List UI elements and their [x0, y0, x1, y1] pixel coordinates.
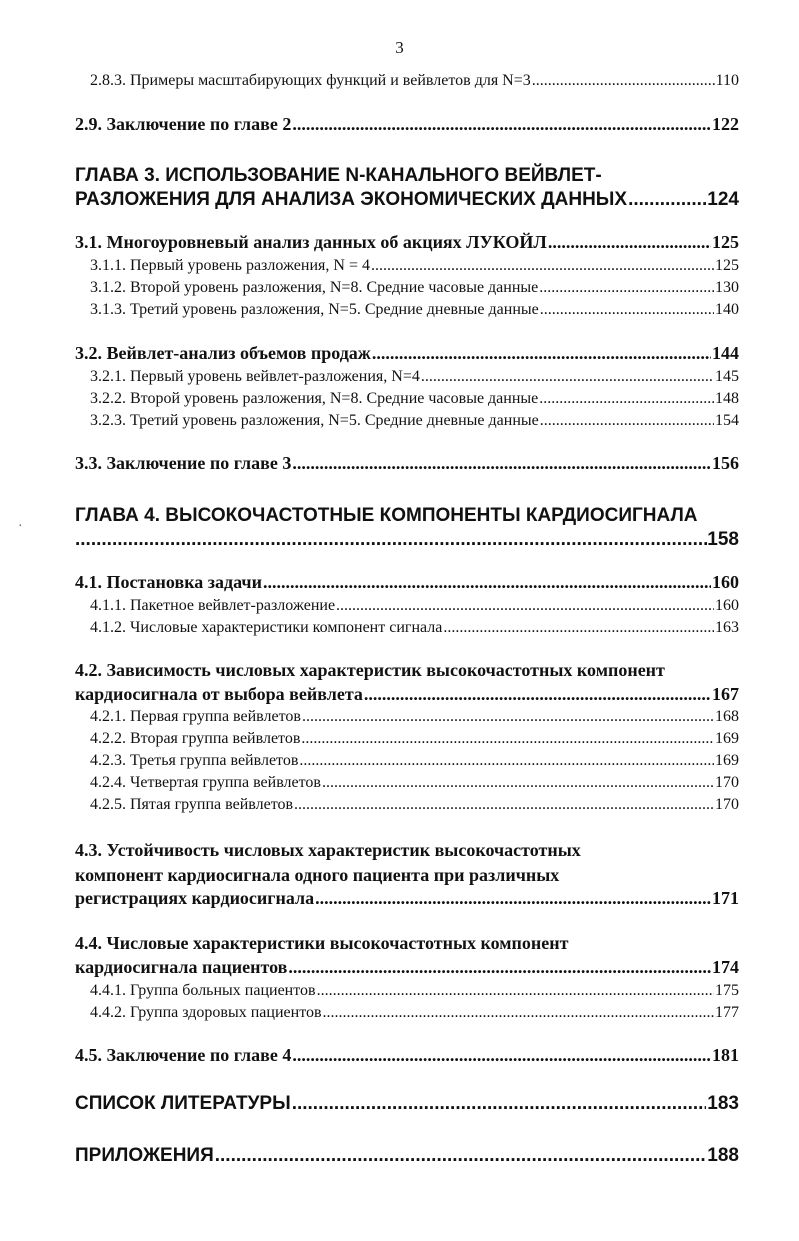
toc-entry-4-4[interactable]: кардиосигнала пациентов ..... 174: [75, 957, 739, 978]
toc-chapter-3-line1: ГЛАВА 3. ИСПОЛЬЗОВАНИЕ N-КАНАЛЬНОГО ВЕЙВЛЕТ-: [75, 165, 602, 186]
toc-entry-3-2-2[interactable]: 3.2.2. Второй уровень разложения, N=8. Средние часовые данные ..... 148: [90, 390, 739, 408]
toc-entry-3-1-2[interactable]: 3.1.2. Второй уровень разложения, N=8. Средние часовые данные ..... 130: [90, 279, 739, 297]
toc-entry-4-2[interactable]: кардиосигнала от выбора вейвлета ..... 167: [75, 684, 739, 705]
toc-entry-2-9[interactable]: 2.9. Заключение по главе 2 ..... 122: [75, 114, 739, 135]
toc-literature[interactable]: СПИСОК ЛИТЕРАТУРЫ ..... 183: [75, 1093, 739, 1115]
toc-entry-4-4-1[interactable]: 4.4.1. Группа больных пациентов ..... 175: [90, 982, 739, 1000]
toc-entry-3-1[interactable]: 3.1. Многоуровневый анализ данных об акциях ЛУКОЙЛ ..... 125: [75, 232, 739, 253]
toc-entry-4-2-line1: 4.2. Зависимость числовых характеристик высокочастотных компонент: [75, 660, 665, 680]
toc-entry-3-1-1[interactable]: 3.1.1. Первый уровень разложения, N = 4 ..... 125: [90, 257, 739, 275]
toc-entry-4-1-1[interactable]: 4.1.1. Пакетное вейвлет-разложение ..... 160: [90, 597, 739, 615]
toc-appendices[interactable]: ПРИЛОЖЕНИЯ ..... 188: [75, 1145, 739, 1167]
toc-entry-4-1[interactable]: 4.1. Постановка задачи ..... 160: [75, 572, 739, 593]
toc-entry-4-2-3[interactable]: 4.2.3. Третья группа вейвлетов ..... 169: [90, 752, 739, 770]
toc-entry-3-2-3[interactable]: 3.2.3. Третий уровень разложения, N=5. Средние дневные данные ..... 154: [90, 412, 739, 430]
toc-chapter-3[interactable]: РАЗЛОЖЕНИЯ ДЛЯ АНАЛИЗА ЭКОНОМИЧЕСКИХ ДАННЫХ ..... 124: [75, 189, 739, 211]
toc-chapter-4-line1: ГЛАВА 4. ВЫСОКОЧАСТОТНЫЕ КОМПОНЕНТЫ КАРДИОСИГНАЛА: [75, 505, 698, 526]
toc-entry-3-1-3[interactable]: 3.1.3. Третий уровень разложения, N=5. Средние дневные данные ..... 140: [90, 301, 739, 319]
toc-entry-2-8-3[interactable]: 2.8.3. Примеры масштабирующих функций и вейвлетов для N=3 ..... 110: [90, 72, 739, 90]
toc-entry-3-3[interactable]: 3.3. Заключение по главе 3 ..... 156: [75, 453, 739, 474]
toc-entry-4-4-line1: 4.4. Числовые характеристики высокочастотных компонент: [75, 933, 569, 953]
toc-entry-3-2-1[interactable]: 3.2.1. Первый уровень вейвлет-разложения, N=4 ..... 145: [90, 368, 739, 386]
toc-entry-4-2-1[interactable]: 4.2.1. Первая группа вейвлетов ..... 168: [90, 708, 739, 726]
toc-entry-4-3-line2: компонент кардиосигнала одного пациента при различных: [75, 865, 560, 885]
page-number: 3: [395, 38, 404, 57]
toc-entry-4-3[interactable]: регистрациях кардиосигнала ..... 171: [75, 888, 739, 909]
margin-dot: ·: [18, 519, 23, 534]
toc-entry-4-2-5[interactable]: 4.2.5. Пятая группа вейвлетов ..... 170: [90, 796, 739, 814]
toc-entry-4-2-2[interactable]: 4.2.2. Вторая группа вейвлетов ..... 169: [90, 730, 739, 748]
toc-entry-3-2[interactable]: 3.2. Вейвлет-анализ объемов продаж ..... 144: [75, 343, 739, 364]
toc-entry-4-5[interactable]: 4.5. Заключение по главе 4 ..... 181: [75, 1045, 739, 1066]
toc-chapter-4[interactable]: ..... 158: [75, 529, 739, 551]
toc-entry-4-4-2[interactable]: 4.4.2. Группа здоровых пациентов ..... 177: [90, 1004, 739, 1022]
toc-entry-4-1-2[interactable]: 4.1.2. Числовые характеристики компонент сигнала ..... 163: [90, 619, 739, 637]
toc-entry-4-3-line1: 4.3. Устойчивость числовых характеристик высокочастотных: [75, 840, 581, 860]
toc-entry-4-2-4[interactable]: 4.2.4. Четвертая группа вейвлетов ..... 170: [90, 774, 739, 792]
